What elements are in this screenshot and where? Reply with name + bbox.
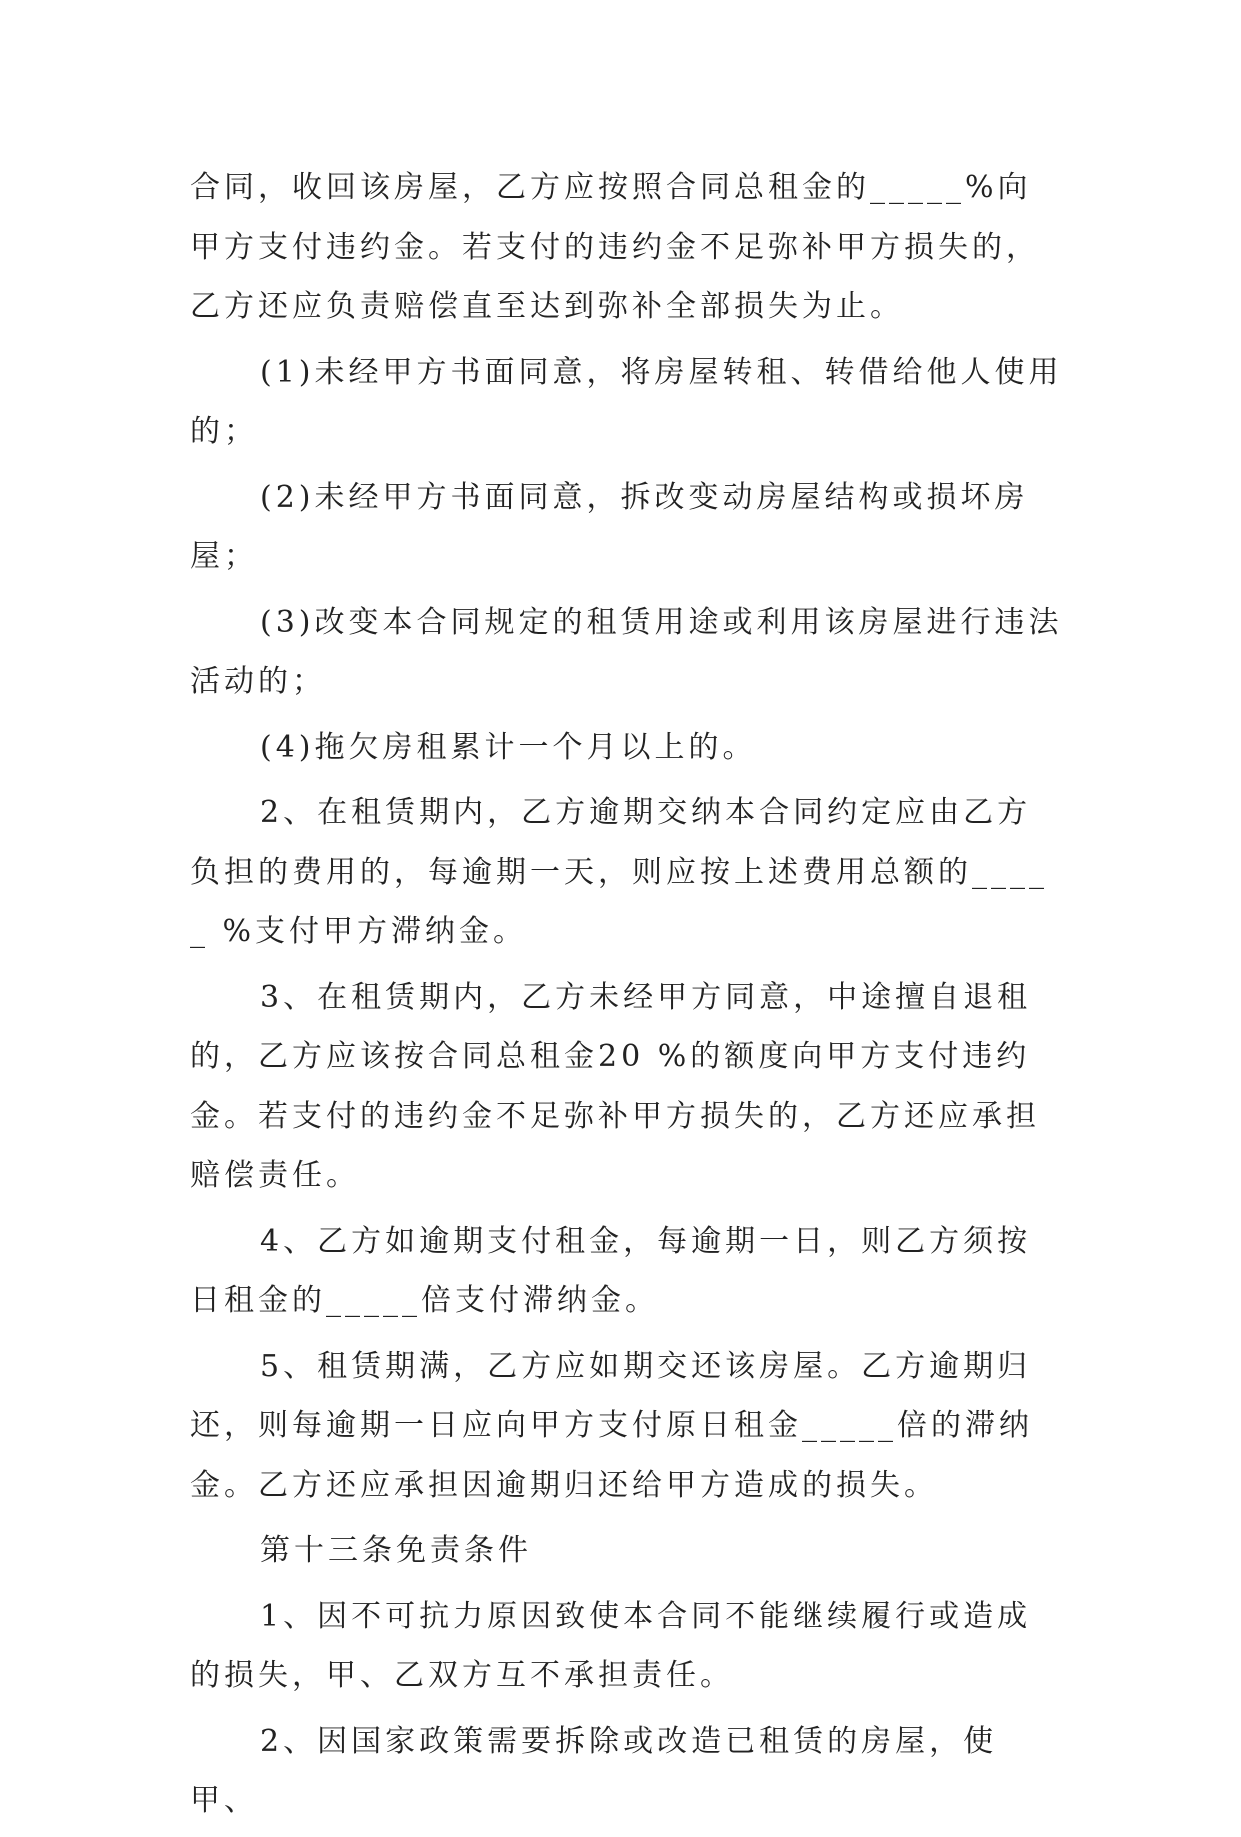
paragraph-clause-2-late-fees: 2、在租赁期内，乙方逾期交纳本合同约定应由乙方负担的费用的，每逾期一天，则应按上述费用总额的_____ %支付甲方滞纳金。 [190, 795, 1048, 949]
paragraph-clause-5-overdue-return: 5、租赁期满，乙方应如期交还该房屋。乙方逾期归还，则每逾期一日应向甲方支付原日租金_____倍的滞纳金。乙方还应承担因逾期归还给甲方造成的损失。 [190, 1348, 1033, 1503]
section-heading-article-13: 第十三条免责条件 [260, 1533, 532, 1568]
paragraph-exemption-2: 2、因国家政策需要拆除或改造已租赁的房屋，使甲、 [190, 1723, 998, 1818]
paragraph-clause-4-late-rent: 4、乙方如逾期支付租金，每逾期一日，则乙方须按日租金的_____倍支付滞纳金。 [190, 1223, 1032, 1318]
paragraph-item-3-illegal-use: (3)改变本合同规定的租赁用途或利用该房屋进行违法活动的； [190, 604, 1063, 699]
paragraph-exemption-1: 1、因不可抗力原因致使本合同不能继续履行或造成的损失，甲、乙双方互不承担责任。 [190, 1598, 1032, 1693]
paragraph-penalty-clause: 合同，收回该房屋，乙方应按照合同总租金的_____%向甲方支付违约金。若支付的违约金不足弥补甲方损失的，乙方还应负责赔偿直至达到弥补全部损失为止。 [190, 170, 1040, 324]
paragraph-item-2-alteration: (2)未经甲方书面同意，拆改变动房屋结构或损坏房屋； [190, 479, 1029, 574]
paragraph-item-4-arrears: (4)拖欠房租累计一个月以上的。 [260, 729, 757, 765]
paragraph-item-1-sublet: (1)未经甲方书面同意，将房屋转租、转借给他人使用的； [190, 354, 1063, 449]
paragraph-clause-3-early-termination: 3、在租赁期内，乙方未经甲方同意，中途擅自退租的，乙方应该按合同总租金20 %的额度向甲方支付违约金。若支付的违约金不足弥补甲方损失的，乙方还应承担赔偿责任。 [190, 979, 1040, 1193]
document-body [190, 158, 1065, 1837]
